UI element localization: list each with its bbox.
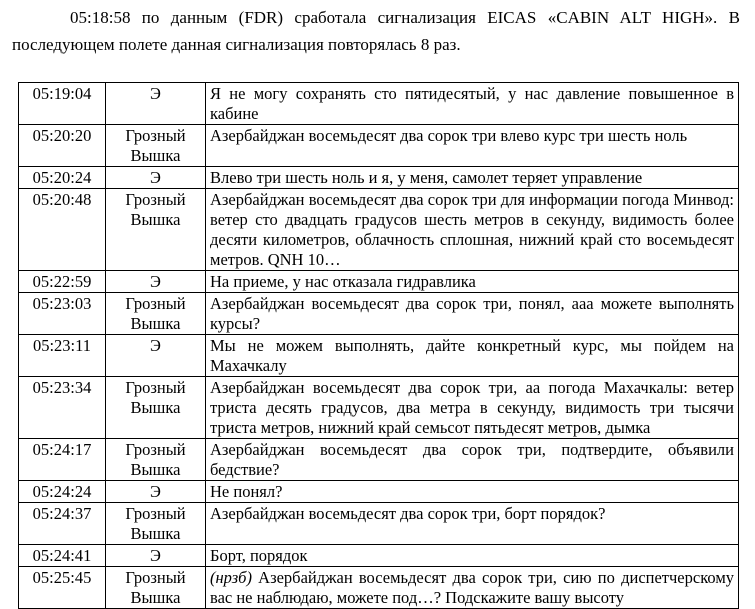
radio-transcript-table: [18, 82, 739, 609]
row-text: На приеме, у нас отказала гидравлика: [210, 272, 476, 291]
row-time: 05:23:03: [19, 293, 106, 335]
row-time: 05:24:41: [19, 545, 106, 567]
row-time: 05:24:24: [19, 481, 106, 503]
table-row: [19, 125, 739, 167]
table-row: [19, 167, 739, 189]
row-text-cell: [206, 567, 739, 609]
row-text: Азербайджан восемьдесят два сорок три, понял, ааа можете выполнять курсы?: [210, 294, 734, 333]
row-time: 05:20:48: [19, 189, 106, 271]
table-row: [19, 545, 739, 567]
row-text: Влево три шесть ноль и я, у меня, самолет теряет управление: [210, 168, 643, 187]
row-time: 05:22:59: [19, 271, 106, 293]
row-speaker: Э: [106, 83, 206, 125]
row-text-cell: [206, 271, 739, 293]
table-row: [19, 567, 739, 609]
row-speaker: Грозный Вышка: [106, 189, 206, 271]
row-text-cell: [206, 503, 739, 545]
table-row: [19, 83, 739, 125]
row-text: Азербайджан восемьдесят два сорок три для информации погода Минвод: ветер сто двадцать градусов шесть метров в секунду, видимость более десяти километров, облачность сплошная, нижний край сто восемьдесят метров. QNH 10…: [210, 190, 734, 269]
table-row: [19, 293, 739, 335]
row-time: 05:19:04: [19, 83, 106, 125]
row-text-cell: [206, 439, 739, 481]
row-speaker: Э: [106, 271, 206, 293]
row-time: 05:25:45: [19, 567, 106, 609]
row-speaker: Э: [106, 545, 206, 567]
row-speaker: Грозный Вышка: [106, 293, 206, 335]
row-text: Борт, порядок: [210, 546, 308, 565]
row-text-cell: [206, 83, 739, 125]
row-text: Азербайджан восемьдесят два сорок три, борт порядок?: [210, 504, 606, 523]
row-speaker: Грозный Вышка: [106, 439, 206, 481]
table-row: [19, 439, 739, 481]
row-text-cell: [206, 125, 739, 167]
row-note: (нрзб): [210, 568, 252, 587]
row-speaker: Э: [106, 481, 206, 503]
table-row: [19, 189, 739, 271]
table-row: [19, 503, 739, 545]
table-row: [19, 271, 739, 293]
table-row: [19, 335, 739, 377]
row-text-cell: [206, 167, 739, 189]
row-speaker: Грозный Вышка: [106, 377, 206, 439]
transcript-body: [19, 83, 739, 609]
row-speaker: Грозный Вышка: [106, 125, 206, 167]
row-text: Азербайджан восемьдесят два сорок три, сию по диспетчерскому вас не наблюдаю, можете под…? Подскажите вашу высоту: [210, 568, 735, 607]
row-text: Я не могу сохранять сто пятидесятый, у нас давление повышенное в кабине: [210, 84, 734, 123]
row-text-cell: [206, 377, 739, 439]
row-text-cell: [206, 545, 739, 567]
row-time: 05:20:20: [19, 125, 106, 167]
row-time: 05:24:17: [19, 439, 106, 481]
row-text: Азербайджан восемьдесят два сорок три, аа погода Махачкалы: ветер триста десять градусов, два метра в секунду, видимость три тысячи триста метров, нижний край семьсот пятьдесят метров, дымка: [210, 378, 734, 437]
row-text: Азербайджан восемьдесят два сорок три влево курс три шесть ноль: [210, 126, 688, 145]
row-text-cell: [206, 293, 739, 335]
row-text: Азербайджан восемьдесят два сорок три, подтвердите, объявили бедствие?: [210, 440, 734, 479]
row-text: Мы не можем выполнять, дайте конкретный курс, мы пойдем на Махачкалу: [210, 336, 734, 375]
row-speaker: Э: [106, 335, 206, 377]
row-time: 05:23:11: [19, 335, 106, 377]
row-time: 05:23:34: [19, 377, 106, 439]
row-speaker: Э: [106, 167, 206, 189]
row-speaker: Грозный Вышка: [106, 503, 206, 545]
row-text-cell: [206, 481, 739, 503]
row-time: 05:20:24: [19, 167, 106, 189]
row-text-cell: [206, 335, 739, 377]
table-row: [19, 377, 739, 439]
row-time: 05:24:37: [19, 503, 106, 545]
row-text-cell: [206, 189, 739, 271]
row-speaker: Грозный Вышка: [106, 567, 206, 609]
intro-paragraph: 05:18:58 по данным (FDR) сработала сигнализация EICAS «CABIN ALT HIGH». В последующем полете данная сигнализация повторялась 8 раз.: [12, 8, 740, 54]
table-row: [19, 481, 739, 503]
row-text: Не понял?: [210, 482, 283, 501]
